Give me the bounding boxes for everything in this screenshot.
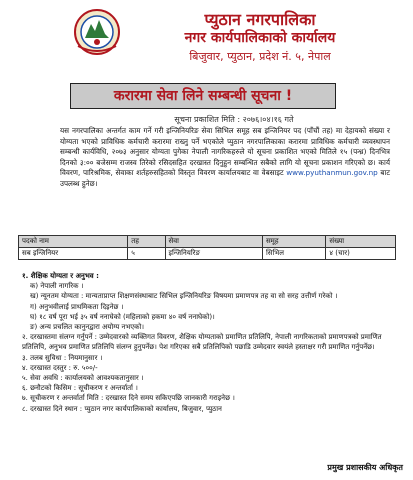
list-item: ६. छनौटको किसिम : सूचीकरण र अन्तर्वार्ता । (22, 384, 138, 393)
list-item: ख) न्यूनतम योग्यता : मान्यताप्राप्त शिक्षणसंस्थाबाट सिभिल इन्जिनियरिङ विषयमा प्रमाणपत्र तह वा सो सरह उत्तीर्ण गरेको । (30, 292, 338, 301)
municipality-name: प्युठान नगरपालिका (204, 10, 316, 29)
list-item: ङ) अन्य प्रचलित कानुनद्वारा अयोग्य नभएको। (30, 323, 145, 332)
notice-paragraph (60, 126, 390, 190)
cell-post: सब इन्जिनियर (19, 248, 128, 260)
cell-group: सिभिल (262, 248, 325, 260)
website-link[interactable]: www.pyuthanmun.gov.np (286, 168, 378, 178)
list-item: घ) १८ वर्ष पूरा भई ३५ वर्ष ननाघेको (महिलाको हकमा ४० वर्ष ननाघेको)। (30, 312, 215, 321)
col-header-group: समूह (262, 236, 325, 248)
paragraph-text: यस नगरपालिका अन्तर्गत काम गर्ने गरी इन्जिनियरिङ सेवा सिभिल समूह सब इन्जिनियर पद (पाँचौं तह) मा देहायको संख्या र योग्यता भएको प्राविधिक कर्मचारी करारमा राख्नु पर्ने भएकोले प्युठान नगरपालिकाका करारमा प्राविधिक कर्मचारी व्यवस्थापन सम्बन्धी कार्यविधि, २०७३ अनुसार योग्यता पुगेका नेपाली नागरिकहरुले यो सूचना प्रकाशित भएको मितिले १५ (पन्ध्र) दिनभित्र दिनको ३:०० बजेसम्म राजस्व तिरेको रसिदसहित दरखास्त दिनुहुन सम्बन्धित सबैको लागि यो सूचना प्रकाशन गरिएको छ। कार्य विवरण, पारिश्रमिक, सेवाका शर्तहरुसहितको विस्तृत विवरण कार्यालयबाट वा वेबसाइट (60, 126, 390, 178)
position-table (18, 235, 396, 260)
list-item: २. दरखास्तमा संलग्न गर्नुपर्ने : उम्मेदवारको व्यक्तिगत विवरण, शैक्षिक योग्यताको प्रमाणित प्रतिलिपि, नेपाली नागरिकताको प्रमाणपत्रको प्रमाणित प्रतिलिपि, अनुभव प्रमाणित प्रतिलिपि संलग्न हुनुपर्नेछ। पेश गरिएका सबै प्रतिलिपिको पछाडि उम्मेदवार स्वयंले हस्ताक्षर गरी प्रमाणित गर्नुपर्नेछ। (22, 333, 382, 352)
cell-level: ५ (128, 248, 165, 260)
notice-title: करारमा सेवा लिने सम्बन्धी सूचना ! (70, 83, 336, 109)
section-heading: १. शैक्षिक योग्यता र अनुभव : (22, 272, 99, 280)
list-item: ८. दरखास्त दिने स्थान : प्युठान नगर कार्यपालिकाको कार्यालय, बिजुवार, प्युठान (22, 404, 222, 413)
signatory-title: प्रमुख प्रशासकीय अधिकृत (327, 463, 403, 472)
list-item: ग) अनुभवीलाई प्राथमिकता दिइनेछ । (30, 302, 124, 311)
list-item: ३. तलब सुविधा : नियमानुसार । (22, 353, 103, 362)
list-item: ५. सेवा अवधि : कार्यालयको आवश्यकतानुसार । (22, 374, 144, 383)
table-header-row (19, 236, 396, 248)
list-item: क) नेपाली नागरिक । (30, 282, 84, 291)
letterhead (0, 4, 413, 76)
office-name: नगर कार्यपालिकाको कार्यालय (184, 30, 336, 46)
publication-date: सूचना प्रकाशित मिति : २०७६।०४।१६ गते (174, 115, 294, 124)
table-row (19, 248, 396, 260)
col-header-post: पदको नाम (19, 236, 128, 248)
cell-count: ४ (चार) (326, 248, 396, 260)
office-address: बिजुवार, प्युठान, प्रदेश नं. ५, नेपाल (189, 50, 331, 63)
col-header-service: सेवा (165, 236, 262, 248)
col-header-level: तह (128, 236, 165, 248)
col-header-count: संख्या (326, 236, 396, 248)
list-item: ४. दरखास्त दस्तुर : रु. ५००/- (22, 363, 98, 372)
requirements-list (22, 271, 394, 414)
paragraph-tail: बाट उपलब्ध हुनेछ। (60, 168, 390, 188)
list-item: ७. सूचीकरण र अन्तर्वार्ता मिति : दरखास्त दिने समय सकिएपछि जानकारी गराइनेछ । (22, 394, 235, 403)
cell-service: इन्जिनियरिङ (165, 248, 262, 260)
nepal-emblem-icon (72, 6, 122, 58)
